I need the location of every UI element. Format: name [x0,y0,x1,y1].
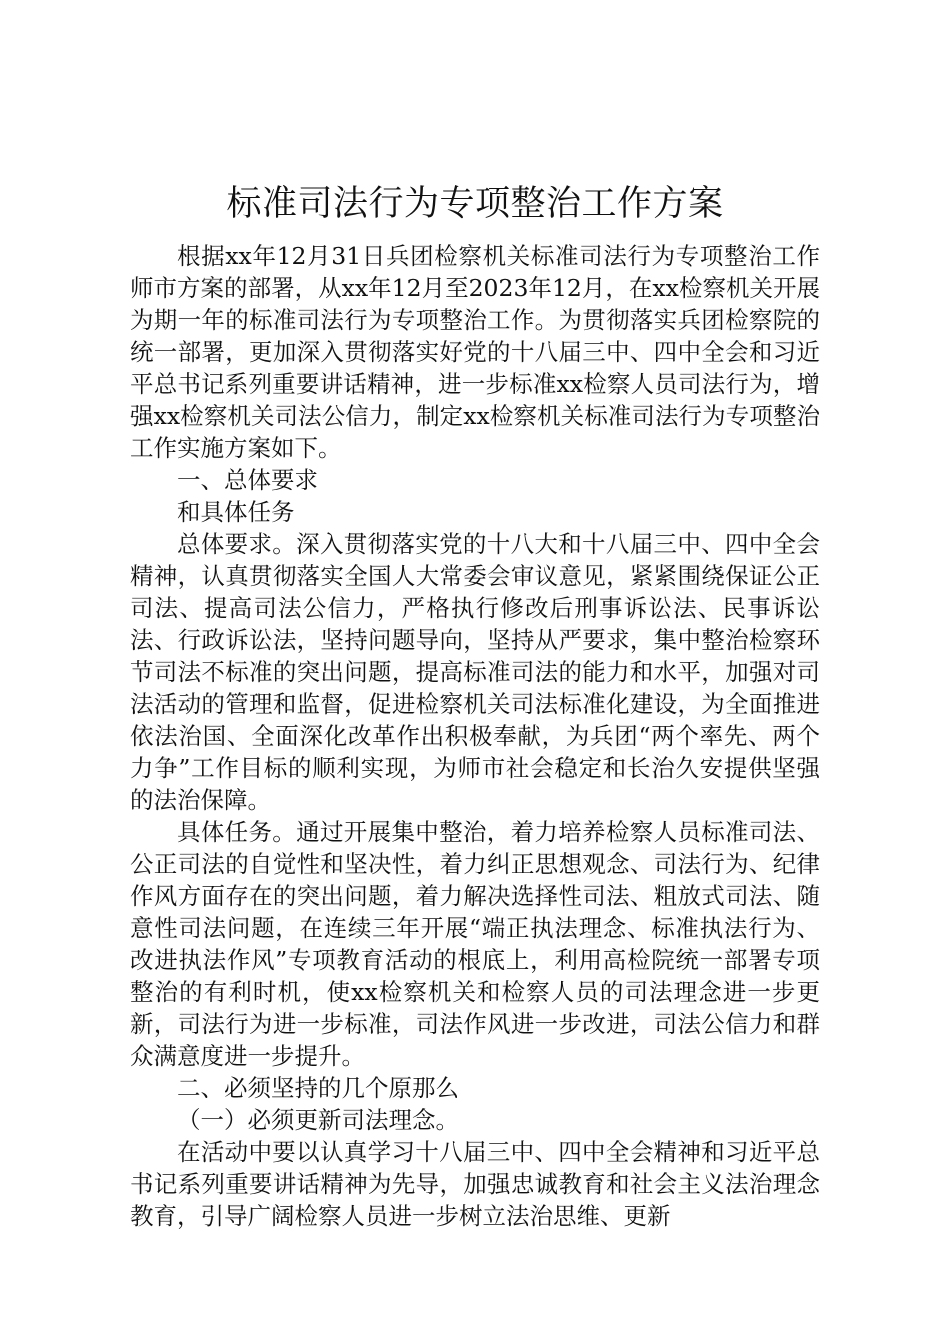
paragraph-intro: 根据xx年12月31日兵团检察机关标准司法行为专项整治工作师市方案的部署，从xx年12月至2023年12月，在xx检察机关开展为期一年的标准司法行为专项整治工作。为贯彻落实兵团检察院的统一部署，更加深入贯彻落实好党的十八届三中、四中全会和习近平总书记系列重要讲话精神，进一步标准xx检察人员司法行为，增强xx检察机关司法公信力，制定xx检察机关标准司法行为专项整治工作实施方案如下。 [130,242,820,462]
subsection-heading-1: （一）必须更新司法理念。 [177,1106,459,1134]
section-heading-2: 二、必须坚持的几个原那么 [177,1074,459,1102]
paragraph-overall-requirements: 总体要求。深入贯彻落实党的十八大和十八届三中、四中全会精神，认真贯彻落实全国人大常委会审议意见，紧紧围绕保证公正司法、提高司法公信力，严格执行修改后刑事诉讼法、民事诉讼法、行政诉讼法，坚持问题导向，坚持从严要求，集中整治检察环节司法不标准的突出问题，提高标准司法的能力和水平，加强对司法活动的管理和监督，促进检察机关司法标准化建设，为全面推进依法治国、全面深化改革作出积极奉献，为兵团“两个率先、两个力争”工作目标的顺利实现，为师市社会稳定和长治久安提供坚强的法治保障。 [130,530,820,814]
section-heading-1: 一、总体要求 [177,466,318,494]
document-title: 标准司法行为专项整治工作方案 [226,184,724,224]
paragraph-judicial-concept: 在活动中要以认真学习十八届三中、四中全会精神和习近平总书记系列重要讲话精神为先导，加强忠诚教育和社会主义法治理念教育，引导广阔检察人员进一步树立法治思维、更新 [130,1138,820,1230]
paragraph-specific-tasks: 具体任务。通过开展集中整治，着力培养检察人员标准司法、公正司法的自觉性和坚决性，着力纠正思想观念、司法行为、纪律作风方面存在的突出问题，着力解决选择性司法、粗放式司法、随意性司法问题，在连续三年开展“端正执法理念、标准执法行为、改进执法作风”专项教育活动的根底上，利用高检院统一部署专项整治的有利时机，使xx检察机关和检察人员的司法理念进一步更新，司法行为进一步标准，司法作风进一步改进，司法公信力和群众满意度进一步提升。 [130,818,820,1070]
document-page [130,178,820,1232]
section-heading-1-continued: 和具体任务 [177,498,295,526]
